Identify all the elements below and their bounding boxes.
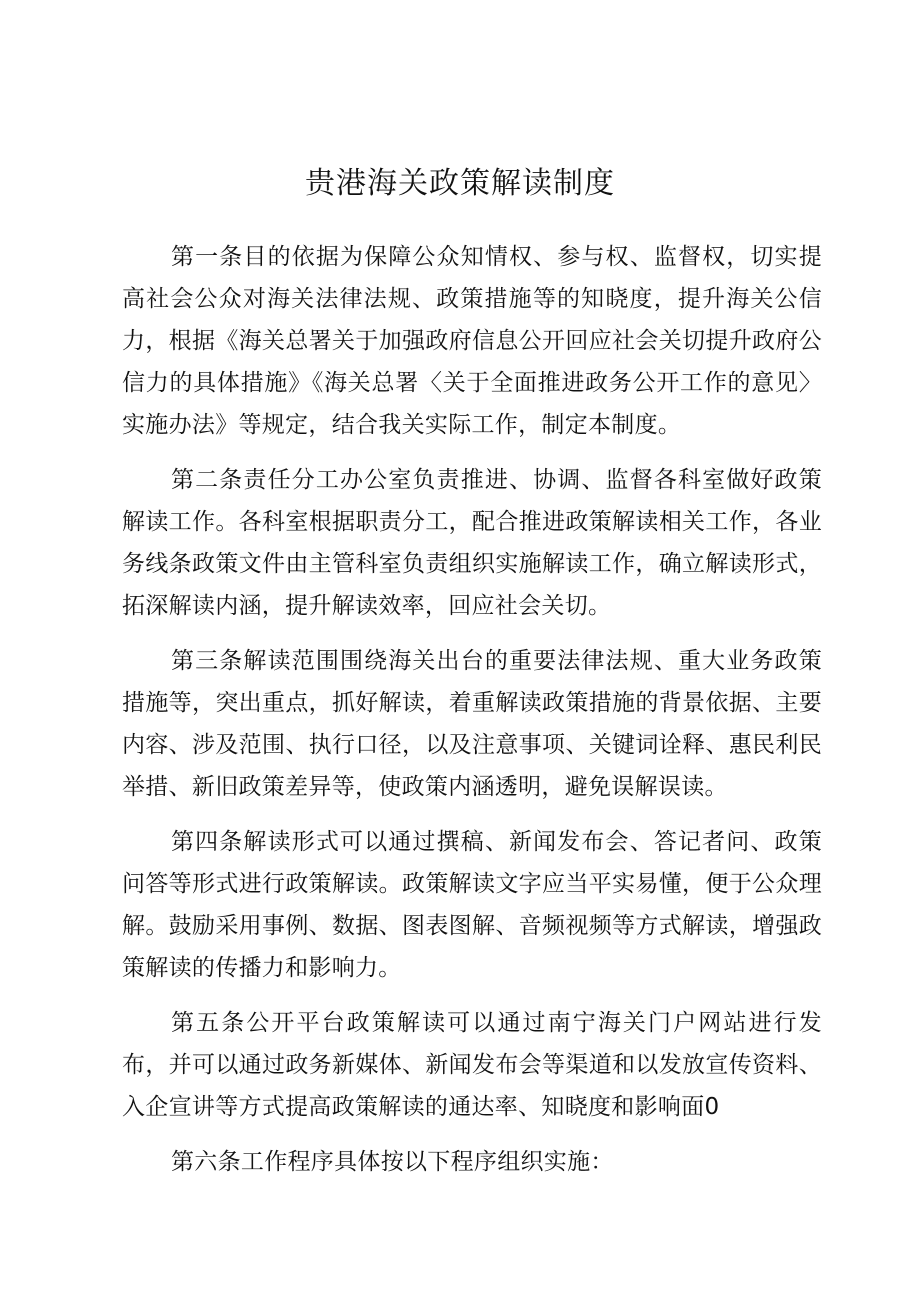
- article-1: 第一条目的依据为保障公众知情权、参与权、监督权，切实提高社会公众对海关法律法规、政策措施等的知晓度，提升海关公信力，根据《海关总署关于加强政府信息公开回应社会关切提升政府公信力的具体措施》《海关总署〈关于全面推进政务公开工作的意见〉实施办法》等规定，结合我关实际工作，制定本制度。: [122, 244, 822, 438]
- article-4: 第四条解读形式可以通过撰稿、新闻发布会、答记者问、政策问答等形式进行政策解读。政策解读文字应当平实易懂，便于公众理解。鼓励采用事例、数据、图表图解、音频视频等方式解读，增强政策解读的传播力和影响力。: [122, 829, 822, 981]
- article-3: 第三条解读范围围绕海关出台的重要法律法规、重大业务政策措施等，突出重点，抓好解读，着重解读政策措施的背景依据、主要内容、涉及范围、执行口径，以及注意事项、关键词诠释、惠民利民举措、新旧政策差异等，使政策内涵透明，避免误解误读。: [122, 648, 822, 800]
- article-2: 第二条责任分工办公室负责推进、协调、监督各科室做好政策解读工作。各科室根据职责分工，配合推进政策解读相关工作，各业务线条政策文件由主管科室负责组织实施解读工作，确立解读形式，拓深解读内涵，提升解读效率，回应社会关切。: [122, 467, 822, 619]
- document-title: 贵港海关政策解读制度: [305, 166, 615, 201]
- article-6: 第六条工作程序具体按以下程序组织实施：: [171, 1149, 614, 1175]
- document-body: [122, 236, 822, 1196]
- article-5: 第五条公开平台政策解读可以通过南宁海关门户网站进行发布，并可以通过政务新媒体、新闻发布会等渠道和以发放宣传资料、入企宣讲等方式提高政策解读的通达率、知晓度和影响面0: [122, 1010, 822, 1120]
